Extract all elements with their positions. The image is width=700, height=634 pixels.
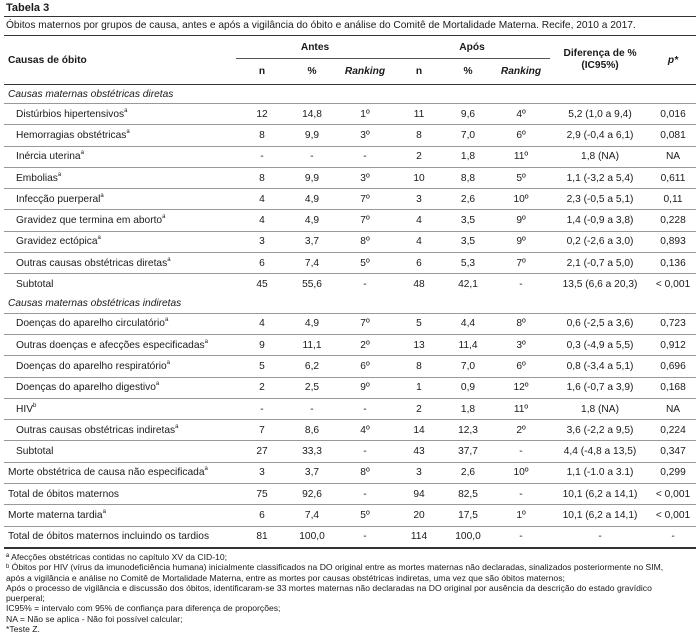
ranking-before-cell: 7º: [336, 189, 394, 210]
cause-label: Outras doenças e afecções especificadas: [16, 339, 205, 351]
mortality-table: [4, 36, 696, 548]
cause-label: Total de óbitos maternos incluindo os tardios: [8, 531, 210, 543]
n-after-cell: 114: [394, 526, 444, 547]
p-value-cell: < 0,001: [650, 505, 696, 526]
footnote-line: IC95% = intervalo com 95% de confiança para diferença de proporções;: [6, 603, 281, 614]
ranking-after-cell: -: [492, 526, 550, 547]
cause-cell: [4, 441, 236, 462]
pct-after-cell: 7,0: [444, 125, 492, 146]
p-value-cell: 0,696: [650, 356, 696, 377]
header-diff-line1: Diferença de %: [563, 48, 637, 59]
cause-cell: [4, 313, 236, 334]
pct-before-cell: 4,9: [288, 313, 336, 334]
cause-cell: [4, 377, 236, 398]
cause-label: Doenças do aparelho circulatório: [16, 318, 165, 330]
cause-cell: [4, 104, 236, 125]
footnote-marker: a: [97, 235, 101, 242]
n-before-cell: 7: [236, 420, 288, 441]
footnote-marker: a: [124, 107, 128, 114]
n-after-cell: 1: [394, 377, 444, 398]
pct-after-cell: 37,7: [444, 441, 492, 462]
cause-label: Embolias: [16, 172, 58, 184]
footnote-line: ª Afecções obstétricas contidas no capítulo XV da CID-10;: [6, 551, 228, 562]
cause-label: Total de óbitos maternos: [8, 488, 119, 500]
footnote-line: *Teste Z.: [6, 624, 40, 634]
p-value-cell: 0,611: [650, 167, 696, 188]
pct-after-cell: 7,0: [444, 356, 492, 377]
table-row: [4, 441, 696, 462]
pct-after-cell: 2,6: [444, 462, 492, 483]
n-before-cell: 6: [236, 505, 288, 526]
cause-cell: [4, 167, 236, 188]
n-before-cell: 4: [236, 210, 288, 231]
pct-before-cell: 9,9: [288, 125, 336, 146]
cause-label: Morte obstétrica de causa não especificada: [8, 467, 205, 479]
header-pct-after: %: [444, 59, 492, 85]
n-before-cell: 2: [236, 377, 288, 398]
table-row: [4, 253, 696, 274]
footnote-marker: a: [204, 338, 208, 345]
cause-label: Doenças do aparelho respiratório: [16, 360, 167, 372]
p-value-cell: 0,299: [650, 462, 696, 483]
n-before-cell: 3: [236, 231, 288, 252]
ranking-before-cell: 7º: [336, 210, 394, 231]
table-row: [4, 210, 696, 231]
ranking-before-cell: 8º: [336, 231, 394, 252]
cause-cell: [4, 356, 236, 377]
n-before-cell: 8: [236, 125, 288, 146]
difference-cell: 3,6 (-2,2 a 9,5): [550, 420, 650, 441]
ranking-before-cell: -: [336, 441, 394, 462]
footnote-marker: a: [204, 466, 208, 473]
section-header-row: [4, 295, 696, 314]
table-row: [4, 377, 696, 398]
ranking-before-cell: -: [336, 274, 394, 295]
n-after-cell: 43: [394, 441, 444, 462]
difference-cell: 10,1 (6,2 a 14,1): [550, 484, 650, 505]
table-row: [4, 420, 696, 441]
pct-after-cell: 0,9: [444, 377, 492, 398]
footnote-marker: a: [155, 381, 160, 388]
cause-cell: [4, 462, 236, 483]
table-body: [4, 85, 696, 548]
difference-cell: -: [550, 526, 650, 547]
ranking-after-cell: 1º: [492, 505, 550, 526]
ranking-before-cell: 6º: [336, 356, 394, 377]
pct-after-cell: 11,4: [444, 334, 492, 355]
table-row: [4, 231, 696, 252]
ranking-after-cell: 12º: [492, 377, 550, 398]
ranking-before-cell: 3º: [336, 125, 394, 146]
n-after-cell: 3: [394, 462, 444, 483]
pct-before-cell: 6,2: [288, 356, 336, 377]
table-label: Tabela 3: [6, 2, 50, 14]
p-value-cell: < 0,001: [650, 484, 696, 505]
n-before-cell: 81: [236, 526, 288, 547]
p-value-cell: 0,081: [650, 125, 696, 146]
table-row: [4, 356, 696, 377]
pct-before-cell: 14,8: [288, 104, 336, 125]
footnote-marker: a: [164, 317, 169, 324]
n-after-cell: 10: [394, 167, 444, 188]
n-after-cell: 8: [394, 356, 444, 377]
pct-after-cell: 3,5: [444, 210, 492, 231]
pct-before-cell: -: [288, 398, 336, 419]
n-before-cell: 5: [236, 356, 288, 377]
n-after-cell: 5: [394, 313, 444, 334]
pct-before-cell: 9,9: [288, 167, 336, 188]
n-before-cell: 12: [236, 104, 288, 125]
p-value-cell: 0,11: [650, 189, 696, 210]
footnote-marker: a: [102, 508, 106, 515]
ranking-after-cell: 11º: [492, 398, 550, 419]
cause-cell: [4, 334, 236, 355]
ranking-after-cell: 10º: [492, 189, 550, 210]
difference-cell: 2,3 (-0,5 a 5,1): [550, 189, 650, 210]
n-before-cell: 75: [236, 484, 288, 505]
p-value-cell: NA: [650, 146, 696, 167]
p-value-cell: 0,016: [650, 104, 696, 125]
table-row: [4, 274, 696, 295]
ranking-after-cell: 4º: [492, 104, 550, 125]
n-after-cell: 2: [394, 398, 444, 419]
ranking-before-cell: -: [336, 484, 394, 505]
ranking-before-cell: 5º: [336, 253, 394, 274]
pct-before-cell: -: [288, 146, 336, 167]
n-after-cell: 14: [394, 420, 444, 441]
n-before-cell: 9: [236, 334, 288, 355]
ranking-after-cell: 9º: [492, 210, 550, 231]
pct-after-cell: 3,5: [444, 231, 492, 252]
pct-before-cell: 4,9: [288, 189, 336, 210]
n-after-cell: 8: [394, 125, 444, 146]
ranking-after-cell: 9º: [492, 231, 550, 252]
pct-before-cell: 2,5: [288, 377, 336, 398]
footnote-marker: a: [57, 171, 62, 178]
header-p-value: [650, 36, 696, 85]
ranking-before-cell: 9º: [336, 377, 394, 398]
header-p-label: p*: [667, 54, 679, 66]
pct-before-cell: 8,6: [288, 420, 336, 441]
pct-before-cell: 7,4: [288, 505, 336, 526]
footnote-line: ᵇ Óbitos por HIV (vírus da imunodeficiência humana) inicialmente classificados na DO original entre as mortes maternas não declaradas, sinalizados posteriormente no SIM,: [6, 562, 664, 573]
ranking-before-cell: 3º: [336, 167, 394, 188]
pct-before-cell: 92,6: [288, 484, 336, 505]
pct-after-cell: 42,1: [444, 274, 492, 295]
n-before-cell: 6: [236, 253, 288, 274]
pct-before-cell: 4,9: [288, 210, 336, 231]
section-header-row: [4, 85, 696, 104]
table-row: [4, 505, 696, 526]
ranking-before-cell: 5º: [336, 505, 394, 526]
pct-before-cell: 55,6: [288, 274, 336, 295]
footnote-marker: b: [32, 402, 37, 409]
cause-cell: [4, 274, 236, 295]
difference-cell: 4,4 (-4,8 a 13,5): [550, 441, 650, 462]
table-row: [4, 334, 696, 355]
n-after-cell: 3: [394, 189, 444, 210]
cause-cell: [4, 526, 236, 547]
cause-label: Hemorragias obstétricas: [16, 129, 127, 141]
difference-cell: 2,1 (-0,7 a 5,0): [550, 253, 650, 274]
n-after-cell: 20: [394, 505, 444, 526]
pct-before-cell: 3,7: [288, 462, 336, 483]
ranking-after-cell: 5º: [492, 167, 550, 188]
table-row: [4, 484, 696, 505]
table-row: [4, 125, 696, 146]
ranking-before-cell: 4º: [336, 420, 394, 441]
n-before-cell: 4: [236, 189, 288, 210]
difference-cell: 1,1 (-3,2 a 5,4): [550, 167, 650, 188]
n-after-cell: 6: [394, 253, 444, 274]
difference-cell: 1,1 (-1.0 a 3.1): [550, 462, 650, 483]
cause-cell: [4, 398, 236, 419]
pct-before-cell: 3,7: [288, 231, 336, 252]
table-row: [4, 398, 696, 419]
ranking-before-cell: -: [336, 398, 394, 419]
p-value-cell: NA: [650, 398, 696, 419]
n-after-cell: 48: [394, 274, 444, 295]
table-row: [4, 462, 696, 483]
footnote-marker: a: [126, 128, 130, 135]
header-causes: Causas de óbito: [4, 36, 236, 85]
ranking-after-cell: 2º: [492, 420, 550, 441]
pct-after-cell: 9,6: [444, 104, 492, 125]
pct-before-cell: 11,1: [288, 334, 336, 355]
n-before-cell: 8: [236, 167, 288, 188]
section-title: Causas maternas obstétricas indiretas: [8, 298, 182, 310]
n-after-cell: 13: [394, 334, 444, 355]
table-row: [4, 189, 696, 210]
cause-label: HIV: [16, 403, 33, 415]
header-ranking-before: Ranking: [336, 59, 394, 85]
footnote-line: Após o processo de vigilância e discussão dos óbitos, identificaram-se 33 mortes maternas não declaradas na DO original por ausência da descrição do estado gravídico: [6, 582, 652, 593]
ranking-after-cell: 10º: [492, 462, 550, 483]
difference-cell: 2,9 (-0,4 a 6,1): [550, 125, 650, 146]
cause-label: Inércia uterina: [16, 151, 81, 163]
pct-after-cell: 5,3: [444, 253, 492, 274]
cause-label: Subtotal: [16, 446, 54, 458]
pct-after-cell: 2,6: [444, 189, 492, 210]
header-after: Após: [394, 36, 550, 59]
n-before-cell: 45: [236, 274, 288, 295]
pct-before-cell: 100,0: [288, 526, 336, 547]
pct-after-cell: 12,3: [444, 420, 492, 441]
table-row: [4, 146, 696, 167]
header-pct-before: %: [288, 59, 336, 85]
ranking-after-cell: 6º: [492, 125, 550, 146]
cause-label: Gravidez que termina em aborto: [16, 215, 163, 227]
header-diff-line2: (IC95%): [581, 60, 619, 71]
cause-label: Gravidez ectópica: [16, 236, 98, 248]
cause-label: Distúrbios hipertensivos: [16, 108, 125, 120]
difference-cell: 1,6 (-0,7 a 3,9): [550, 377, 650, 398]
difference-cell: 0,8 (-3,4 a 5,1): [550, 356, 650, 377]
n-before-cell: -: [236, 146, 288, 167]
cause-label: Subtotal: [16, 279, 54, 291]
ranking-after-cell: -: [492, 484, 550, 505]
cause-cell: [4, 505, 236, 526]
p-value-cell: 0,168: [650, 377, 696, 398]
cause-cell: [4, 231, 236, 252]
n-after-cell: 11: [394, 104, 444, 125]
footnotes: [4, 548, 696, 634]
cause-cell: [4, 210, 236, 231]
ranking-after-cell: 7º: [492, 253, 550, 274]
difference-cell: 0,3 (-4,9 a 5,5): [550, 334, 650, 355]
p-value-cell: -: [650, 526, 696, 547]
difference-cell: 1,8 (NA): [550, 146, 650, 167]
p-value-cell: 0,347: [650, 441, 696, 462]
section-title: Causas maternas obstétricas diretas: [8, 88, 174, 100]
pct-before-cell: 33,3: [288, 441, 336, 462]
ranking-after-cell: 3º: [492, 334, 550, 355]
cause-label: Morte materna tardia: [8, 509, 103, 521]
ranking-before-cell: -: [336, 526, 394, 547]
cause-cell: [4, 125, 236, 146]
header-n-after: n: [394, 59, 444, 85]
ranking-before-cell: 7º: [336, 313, 394, 334]
cause-label: Doenças do aparelho digestivo: [16, 382, 156, 394]
table-row: [4, 104, 696, 125]
footnote-marker: a: [166, 359, 170, 366]
n-after-cell: 94: [394, 484, 444, 505]
cause-cell: [4, 146, 236, 167]
table-row: [4, 526, 696, 547]
cause-label: Outras causas obstétricas diretas: [16, 257, 168, 269]
footnote-marker: a: [175, 423, 179, 430]
p-value-cell: 0,224: [650, 420, 696, 441]
ranking-after-cell: 11º: [492, 146, 550, 167]
ranking-before-cell: -: [336, 146, 394, 167]
cause-label: Infecção puerperal: [16, 193, 101, 205]
ranking-after-cell: -: [492, 274, 550, 295]
footnote-marker: a: [100, 192, 104, 199]
footnote-marker: a: [162, 214, 166, 221]
header-ranking-after: Ranking: [492, 59, 550, 85]
n-before-cell: 4: [236, 313, 288, 334]
pct-after-cell: 1,8: [444, 398, 492, 419]
ranking-before-cell: 2º: [336, 334, 394, 355]
footnote-line: após a vigilância e análise no Comitê de Mortalidade Materna, entre as mortes por causas obstétricas indiretas, uma vez que são óbitos maternos;: [6, 572, 565, 583]
p-value-cell: 0,723: [650, 313, 696, 334]
ranking-before-cell: 8º: [336, 462, 394, 483]
table-row: [4, 313, 696, 334]
footnote-line: NA = Não se aplica - Não foi possível calcular;: [6, 613, 183, 624]
table-row: [4, 167, 696, 188]
header-difference: [550, 36, 650, 85]
ranking-before-cell: 1º: [336, 104, 394, 125]
n-after-cell: 2: [394, 146, 444, 167]
cause-cell: [4, 253, 236, 274]
difference-cell: 1,4 (-0,9 a 3,8): [550, 210, 650, 231]
difference-cell: 13,5 (6,6 a 20,3): [550, 274, 650, 295]
header-before: Antes: [236, 36, 394, 59]
footnote-marker: a: [80, 150, 84, 157]
ranking-after-cell: -: [492, 441, 550, 462]
n-before-cell: 27: [236, 441, 288, 462]
difference-cell: 0,2 (-2,6 a 3,0): [550, 231, 650, 252]
p-value-cell: 0,912: [650, 334, 696, 355]
p-value-cell: < 0,001: [650, 274, 696, 295]
difference-cell: 10,1 (6,2 a 14,1): [550, 505, 650, 526]
ranking-after-cell: 6º: [492, 356, 550, 377]
table-caption: Óbitos maternos por grupos de causa, antes e após a vigilância do óbito e análise do Comitê de Mortalidade Materna. Recife, 2010 a 2017.: [4, 16, 696, 36]
pct-before-cell: 7,4: [288, 253, 336, 274]
pct-after-cell: 82,5: [444, 484, 492, 505]
footnote-line: puerperal;: [6, 593, 45, 604]
n-before-cell: 3: [236, 462, 288, 483]
difference-cell: 0,6 (-2,5 a 3,6): [550, 313, 650, 334]
footnote-marker: a: [167, 256, 171, 263]
n-after-cell: 4: [394, 231, 444, 252]
p-value-cell: 0,893: [650, 231, 696, 252]
pct-after-cell: 1,8: [444, 146, 492, 167]
pct-after-cell: 4,4: [444, 313, 492, 334]
cause-cell: [4, 189, 236, 210]
header-n-before: n: [236, 59, 288, 85]
difference-cell: 5,2 (1,0 a 9,4): [550, 104, 650, 125]
p-value-cell: 0,136: [650, 253, 696, 274]
pct-after-cell: 100,0: [444, 526, 492, 547]
cause-cell: [4, 484, 236, 505]
pct-after-cell: 8,8: [444, 167, 492, 188]
pct-after-cell: 17,5: [444, 505, 492, 526]
difference-cell: 1,8 (NA): [550, 398, 650, 419]
cause-cell: [4, 420, 236, 441]
p-value-cell: 0,228: [650, 210, 696, 231]
n-before-cell: -: [236, 398, 288, 419]
ranking-after-cell: 8º: [492, 313, 550, 334]
cause-label: Outras causas obstétricas indiretas: [16, 424, 176, 436]
n-after-cell: 4: [394, 210, 444, 231]
